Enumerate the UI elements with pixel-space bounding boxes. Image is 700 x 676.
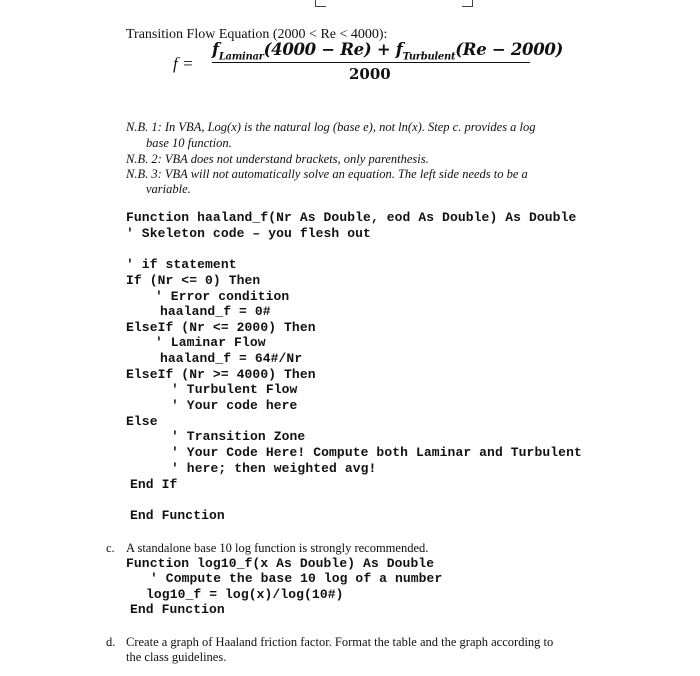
code-line: ' Compute the base 10 log of a number — [150, 571, 443, 586]
code-line: ElseIf (Nr <= 2000) Then — [126, 320, 316, 335]
code-line: ' Your code here — [171, 398, 298, 413]
note-line: variable. — [146, 182, 191, 196]
note-line: N.B. 1: In VBA, Log(x) is the natural log (base e), not ln(x). Step c. provides a log — [126, 120, 536, 134]
code-line: ' if statement — [126, 257, 237, 272]
code-line: ' Transition Zone — [171, 429, 306, 444]
code-line: ' here; then weighted avg! — [171, 461, 377, 476]
code-line: End If — [130, 477, 178, 492]
equation-lhs: f = — [173, 54, 194, 73]
code-line: ' Turbulent Flow — [171, 382, 298, 397]
code-line: ElseIf (Nr >= 4000) Then — [126, 367, 316, 382]
code-line: ' Error condition — [155, 289, 290, 304]
code-line: Function log10_f(x As Double) As Double — [126, 556, 435, 571]
note-line: base 10 function. — [146, 136, 232, 150]
item-d-marker: d. — [106, 635, 116, 649]
numerator-sub-turbulent: Turbulent — [402, 51, 456, 63]
top-bracket-left — [315, 0, 326, 7]
code-line: ' Your Code Here! Compute both Laminar and Turbulent — [171, 445, 582, 460]
code-line: End Function — [130, 602, 225, 617]
numerator-mid: (4000 − Re) + f — [263, 40, 403, 59]
code-line: haaland_f = 64#/Nr — [160, 351, 303, 366]
equation-numerator — [212, 40, 563, 62]
item-d-line: the class guidelines. — [126, 650, 227, 664]
code-line: Function haaland_f(Nr As Double, eod As Double) As Double — [126, 210, 577, 225]
code-line: haaland_f = 0# — [160, 304, 271, 319]
note-line: N.B. 3: VBA will not automatically solve an equation. The left side needs to be a — [126, 167, 528, 181]
code-line: ' Laminar Flow — [155, 335, 266, 350]
code-line: If (Nr <= 0) Then — [126, 273, 261, 288]
code-line: ' Skeleton code – you flesh out — [126, 226, 371, 241]
numerator-f1: f — [212, 40, 219, 59]
item-c-text: A standalone base 10 log function is strongly recommended. — [126, 541, 429, 555]
equation-title: Transition Flow Equation (2000 < Re < 4000): — [126, 27, 388, 42]
numerator-sub-laminar: Laminar — [218, 51, 264, 63]
numerator-end: (Re − 2000) — [455, 40, 564, 59]
top-bracket-right — [462, 0, 473, 7]
code-line: End Function — [130, 508, 225, 523]
item-c-marker: c. — [106, 541, 115, 555]
item-d-line: Create a graph of Haaland friction factor. Format the table and the graph according to — [126, 635, 554, 649]
equation-denominator: 2000 — [349, 65, 391, 83]
fraction-bar — [212, 62, 530, 63]
note-line: N.B. 2: VBA does not understand brackets, only parenthesis. — [126, 152, 429, 166]
code-line: Else — [126, 414, 158, 429]
code-line: log10_f = log(x)/log(10#) — [146, 587, 344, 602]
